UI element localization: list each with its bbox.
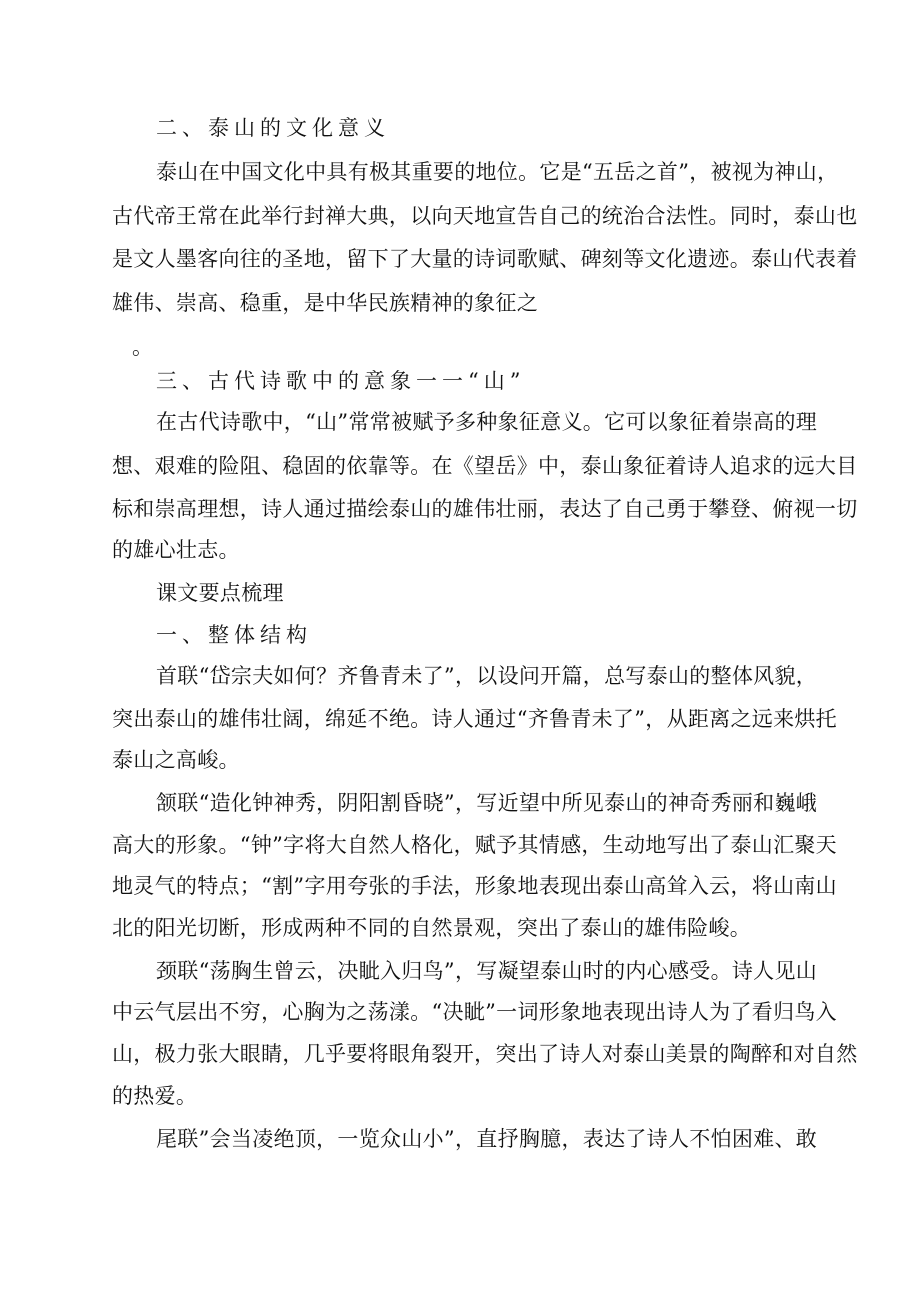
paragraph-line: 的热爱。 — [112, 1084, 198, 1108]
paragraph-line: 北的阳光切断，形成两种不同的自然景观，突出了泰山的雄伟险峻。 — [112, 916, 751, 940]
paragraph-line: 尾联”会当凌绝顶，一览众山小”，直抒胸臆，表达了诗人不怕困难、敢 — [156, 1127, 818, 1151]
paragraph-line: 在古代诗歌中，“山”常常被赋予多种象征意义。它可以象征着崇高的理 — [156, 410, 818, 434]
paragraph-line: 突出泰山的雄伟壮阔，绵延不绝。诗人通过“齐鲁青未了”，从距离之远来烘托 — [112, 707, 837, 731]
key-points-title: 课文要点梳理 — [156, 581, 284, 605]
section-two-heading: 二、泰山的文化意义 — [156, 116, 390, 140]
paragraph-line: 中云气层出不穷，心胸为之荡漾。“决眦”一词形象地表现出诗人为了看归鸟入 — [112, 1000, 837, 1024]
paragraph-line: 高大的形象。“钟”字将大自然人格化，赋予其情感，生动地写出了泰山汇聚天 — [112, 833, 837, 857]
paragraph-line: 古代帝王常在此举行封禅大典，以向天地宣告自己的统治合法性。同时，泰山也 — [112, 204, 858, 228]
paragraph-line: 的雄心壮志。 — [112, 538, 240, 562]
paragraph-line: 泰山在中国文化中具有极其重要的地位。它是“五岳之首”，被视为神山， — [156, 160, 839, 184]
paragraph-line: 颈联“荡胸生曾云，决眦入归鸟”，写凝望泰山时的内心感受。诗人见山 — [156, 959, 818, 983]
paragraph-line: 泰山之高峻。 — [112, 748, 240, 772]
paragraph-line: 想、艰难的险阻、稳固的依靠等。在《望岳》中，泰山象征着诗人追求的远大目 — [112, 454, 858, 478]
section-three-heading: 三、古代诗歌中的意象一一“山” — [156, 369, 526, 393]
paragraph-line: 地灵气的特点；“割”字用夸张的手法，形象地表现出泰山高耸入云，将山南山 — [112, 874, 837, 898]
paragraph-line: 是文人墨客向往的圣地，留下了大量的诗词歌赋、碑刻等文化遗迹。泰山代表着 — [112, 247, 858, 271]
paragraph-line: 首联“岱宗夫如何？齐鲁青未了”，以设问开篇，总写泰山的整体风貌， — [156, 664, 818, 688]
trailing-period: 。 — [132, 335, 154, 359]
paragraph-line: 山，极力张大眼睛，几乎要将眼角裂开，突出了诗人对泰山美景的陶醉和对自然 — [112, 1042, 858, 1066]
paragraph-line: 标和崇高理想，诗人通过描绘泰山的雄伟壮丽，表达了自己勇于攀登、俯视一切 — [112, 497, 858, 521]
paragraph-line: 雄伟、崇高、稳重，是中华民族精神的象征之 — [112, 291, 538, 315]
paragraph-line: 颔联“造化钟神秀，阴阳割昏晓”，写近望中所见泰山的神奇秀丽和巍峨 — [156, 791, 818, 815]
structure-heading: 一、整体结构 — [156, 623, 312, 647]
